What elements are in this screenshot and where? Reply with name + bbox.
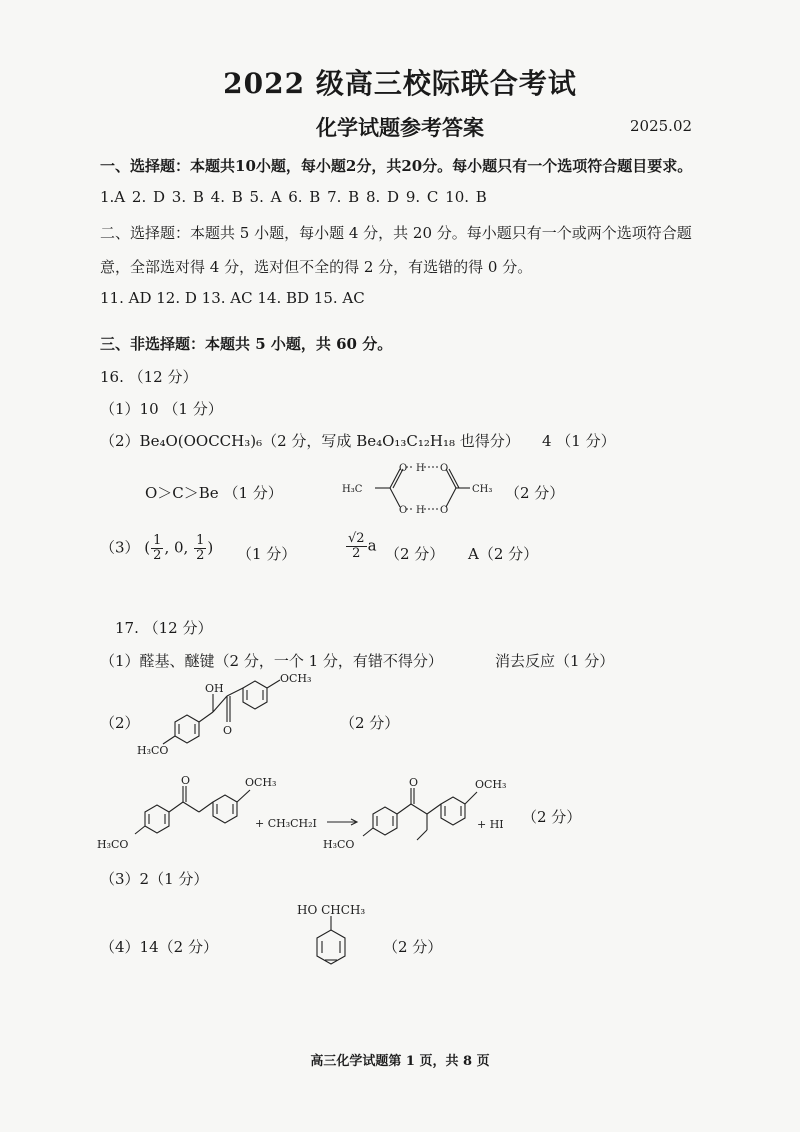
q16-part3-distance: $\frac{√2}{2}$ a [348, 531, 377, 561]
section1-heading: 一、选择题：本题共10小题，每小题2分，共20分。每小题只有一个选项符合题目要求。 [100, 157, 693, 175]
svg-text:OCH₃: OCH₃ [245, 776, 277, 789]
q16-part3-answer: A（2 分） [468, 545, 539, 563]
q17-equation-score: （2 分） [522, 808, 582, 826]
q16-part1: （1）10 （1 分） [100, 400, 223, 418]
methoxy-label: OCH₃ [280, 672, 312, 685]
svg-text:H: H [416, 463, 425, 474]
q17-part3: （3）2（1 分） [100, 870, 209, 888]
acid-dimer-structure [340, 455, 520, 525]
q16-part2-order: O＞C＞Be （1 分） [145, 484, 283, 502]
byproduct-label: + HI [477, 818, 504, 831]
struct-left-group: H₃C [342, 484, 363, 495]
svg-text:O: O [399, 505, 408, 516]
svg-text:O: O [181, 774, 191, 787]
q16-part2-count: 4 （1 分） [542, 432, 616, 450]
q16-header: 16. （12 分） [100, 368, 198, 386]
q16-part3-coords: （3） ( $\frac{1}{2}$ , 0, $\frac{1}{2}$ ) [100, 533, 214, 563]
page-subtitle: 化学试题参考答案 [316, 115, 484, 140]
section1-answers: 1.A 2. D 3. B 4. B 5. A 6. B 7. B 8. D 9. C 10. B [100, 188, 487, 206]
q17-part2-score: （2 分） [340, 714, 400, 732]
svg-text:H: H [416, 505, 425, 516]
q17-part4-score: （2 分） [383, 938, 443, 956]
phenylethanol-label: HO CHCH₃ [297, 903, 366, 917]
q17-reaction-equation [95, 772, 515, 857]
carbonyl-label: O [223, 724, 233, 737]
q17-part1-reaction: 消去反应（1 分） [495, 652, 615, 670]
exam-date: 2025.02 [630, 117, 693, 135]
svg-text:O: O [409, 776, 419, 789]
section2-heading-line1: 二、选择题：本题共 5 小题，每小题 4 分，共 20 分。每小题只有一个或两个选项符合题 [100, 224, 692, 242]
q16-part2-formula: （2）Be₄O(OOCCH₃)₆（2 分，写成 Be₄O₁₃C₁₂H₁₈ 也得分） [100, 432, 520, 450]
section2-answers: 11. AD 12. D 13. AC 14. BD 15. AC [100, 289, 365, 307]
section3-heading: 三、非选择题：本题共 5 小题，共 60 分。 [100, 335, 393, 353]
q17-part1-groups: （1）醛基、醚键（2 分，一个 1 分，有错不得分） [100, 652, 443, 670]
page-footer: 高三化学试题第 1 页，共 8 页 [310, 1054, 490, 1069]
reagent-label: + CH₃CH₂I [255, 817, 317, 830]
q17-molecule-structure [135, 672, 345, 762]
hydroxyl-label: OH [205, 682, 224, 695]
q16-part2-struct-score: （2 分） [505, 484, 565, 502]
svg-text:O: O [440, 463, 449, 474]
page-title: 2022 级高三校际联合考试 [223, 67, 577, 100]
svg-text:O: O [440, 505, 449, 516]
q17-part2-label: （2） [100, 714, 140, 732]
q17-part4-count: （4）14（2 分） [100, 938, 218, 956]
svg-text:O: O [399, 463, 408, 474]
q17-header: 17. （12 分） [115, 619, 213, 637]
struct-right-group: CH₃ [472, 484, 493, 495]
phenylethanol-structure [295, 898, 385, 993]
q16-part3-score1: （1 分） [237, 545, 297, 563]
svg-text:OCH₃: OCH₃ [475, 778, 507, 791]
methoxy-left-label: H₃CO [137, 744, 169, 757]
svg-text:H₃CO: H₃CO [97, 838, 129, 851]
q16-part3-score2: （2 分） [385, 545, 445, 563]
svg-text:H₃CO: H₃CO [323, 838, 355, 851]
section2-heading-line2: 意，全部选对得 4 分，选对但不全的得 2 分，有选错的得 0 分。 [100, 258, 533, 276]
